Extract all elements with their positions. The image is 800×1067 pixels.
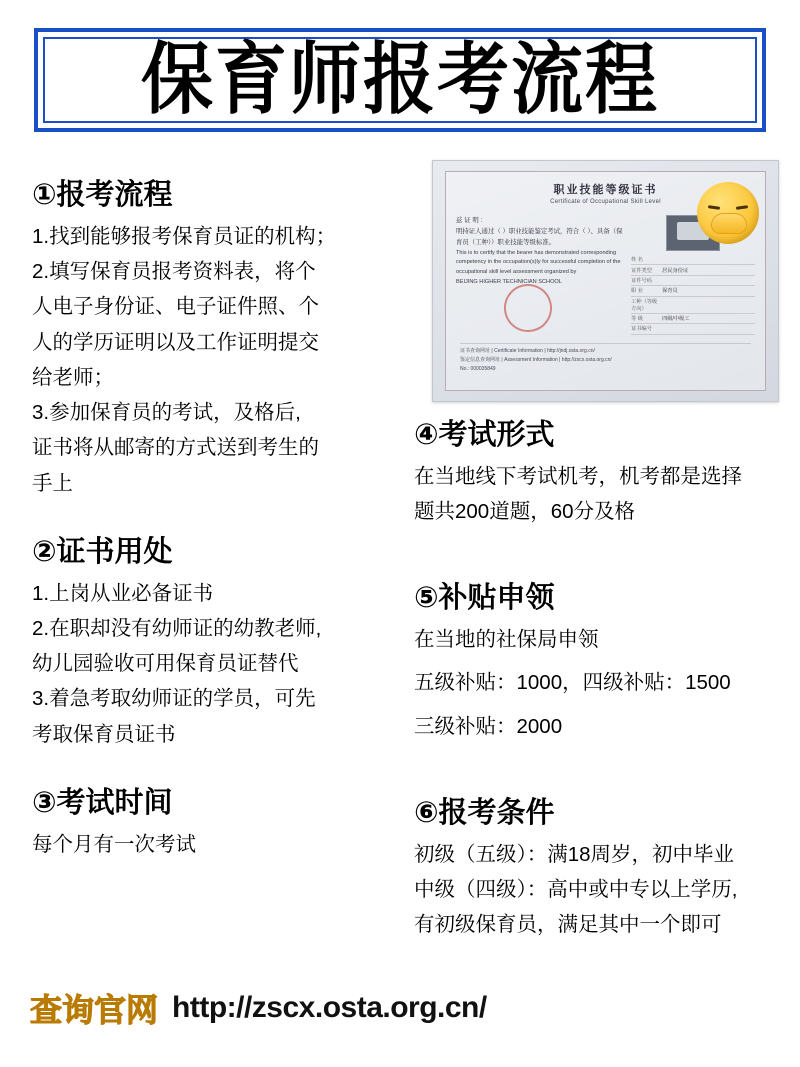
section-line: 2.在职却没有幼师证的幼教老师,	[32, 616, 322, 640]
certificate-field	[631, 276, 755, 286]
section-line: 人的学历证明以及工作证明提交	[32, 330, 319, 354]
certificate-body-en: This is to certify that the bearer has demonstrated corresponding competency in the occupation(s)ly for successful completion of the occupational skill level assessment organized by	[456, 249, 621, 276]
section-line: 中级（四级）：高中或中专以上学历,	[414, 877, 738, 901]
official-site-label: 查询官网	[30, 992, 159, 1028]
section-line: 手上	[32, 471, 73, 495]
certificate-field-value	[662, 325, 755, 332]
certificate-field-label: 等 级	[631, 316, 643, 323]
certificate-body-cn: 明持证人通过（ ）职业技能鉴定考试，符合（ ）、具备（保育员（工种））职业技能等级标准。	[456, 228, 623, 247]
section-exam-format	[414, 418, 782, 529]
section-line: 初级（五级）：满18周岁，初中毕业	[414, 842, 735, 866]
certificate-school-en: BEIJING HIGHER TECHNICIAN SCHOOL	[456, 278, 562, 285]
section-line: 3.参加保育员的考试，及格后,	[32, 401, 301, 425]
certificate-title-en: Certificate of Occupational Skill Level	[550, 199, 661, 205]
section-line: 3.着急考取幼师证的学员，可先	[32, 687, 316, 711]
section-heading: ⑥报考条件	[414, 796, 555, 829]
certificate-field-label: 姓 名	[631, 257, 643, 264]
section-line: 每个月有一次考试	[32, 832, 196, 856]
certificate-title-cn: 职业技能等级证书	[553, 184, 658, 196]
section-line: 考取保育员证书	[32, 722, 176, 746]
certificate-field-value: 居民身份证	[662, 267, 689, 274]
certificate-field-label: 证件类型	[631, 267, 652, 274]
certificate-field	[631, 314, 755, 324]
section-heading: ①报考流程	[32, 179, 173, 211]
right-column	[414, 418, 782, 968]
certificate-field	[631, 324, 755, 334]
certificate-footer-line: 鉴定信息查询网址 | Assessment Information | http://zscx.osta.org.cn/	[460, 357, 612, 363]
section-line: 证书将从邮寄的方式送到考生的	[32, 436, 319, 460]
section-subsidy-claim	[414, 581, 782, 744]
certificate-footer	[460, 343, 751, 374]
smiley-eye-left-icon	[708, 205, 720, 210]
certificate-body-label: 兹 证 明 :	[456, 217, 483, 224]
section-line: 五级补贴：1000，四级补贴：1500	[414, 671, 731, 695]
page-title: 保育师报考流程	[140, 36, 659, 124]
section-line: 人电子身份证、电子证件照、个	[32, 295, 319, 319]
section-line: 1.找到能够报考保育员证的机构；	[32, 224, 337, 248]
certificate-field-label: 工种（等级方向）	[631, 298, 658, 312]
certificate-field-value	[662, 277, 755, 284]
certificate-image	[432, 160, 777, 400]
section-line: 在当地的社保局申领	[414, 628, 599, 652]
smiley-hand-icon	[711, 213, 747, 234]
official-site-url[interactable]: http://zscx.osta.org.cn/	[172, 991, 487, 1024]
section-line: 有初级保育员，满足其中一个即可	[414, 913, 722, 937]
certificate-field	[631, 255, 755, 265]
certificate-field-value	[662, 298, 755, 312]
certificate-field-label: 证件号码	[631, 277, 652, 284]
certificate-field-value: 保育员	[662, 288, 678, 295]
section-line: 1.上岗从业必备证书	[32, 581, 214, 605]
page-title-inner-border	[43, 37, 757, 123]
certificate-footer-line: 证书查询网址 | Certificate Information | http://jndj.osta.org.cn/	[460, 348, 595, 354]
section-certificate-uses	[32, 535, 412, 752]
section-line: 三级补贴：2000	[414, 714, 563, 738]
certificate-field	[631, 265, 755, 275]
section-line: 幼儿园验收可用保育员证替代	[32, 652, 299, 676]
certificate-footer-line: No.: 000035849	[460, 366, 496, 372]
section-line: 给老师；	[32, 365, 114, 389]
section-eligibility	[414, 796, 782, 943]
left-column	[32, 178, 412, 888]
certificate-field-label: 证书编号	[631, 326, 652, 333]
section-line: 题共200道题，60分及格	[414, 500, 636, 524]
certificate-field	[631, 286, 755, 296]
footer	[30, 985, 487, 1031]
section-heading: ②证书用处	[32, 535, 173, 568]
smiley-face-icon	[697, 182, 759, 244]
section-heading: ⑤补贴申领	[414, 582, 555, 615]
section-heading: ④考试形式	[414, 419, 555, 451]
certificate-field-label: 职 业	[631, 288, 643, 295]
smiley-eye-right-icon	[736, 205, 748, 210]
section-line: 在当地线下考试机考，机考都是选择	[414, 464, 742, 488]
certificate-field-value	[662, 256, 755, 263]
certificate-field-value: 四级/中级工	[662, 316, 690, 323]
section-line: 2.填写保育员报考资料表，将个	[32, 260, 316, 284]
section-exam-time	[32, 786, 412, 862]
section-application-process	[32, 178, 412, 501]
certificate-field	[631, 297, 755, 314]
page-title-box	[34, 28, 766, 132]
section-heading: ③考试时间	[32, 786, 173, 819]
